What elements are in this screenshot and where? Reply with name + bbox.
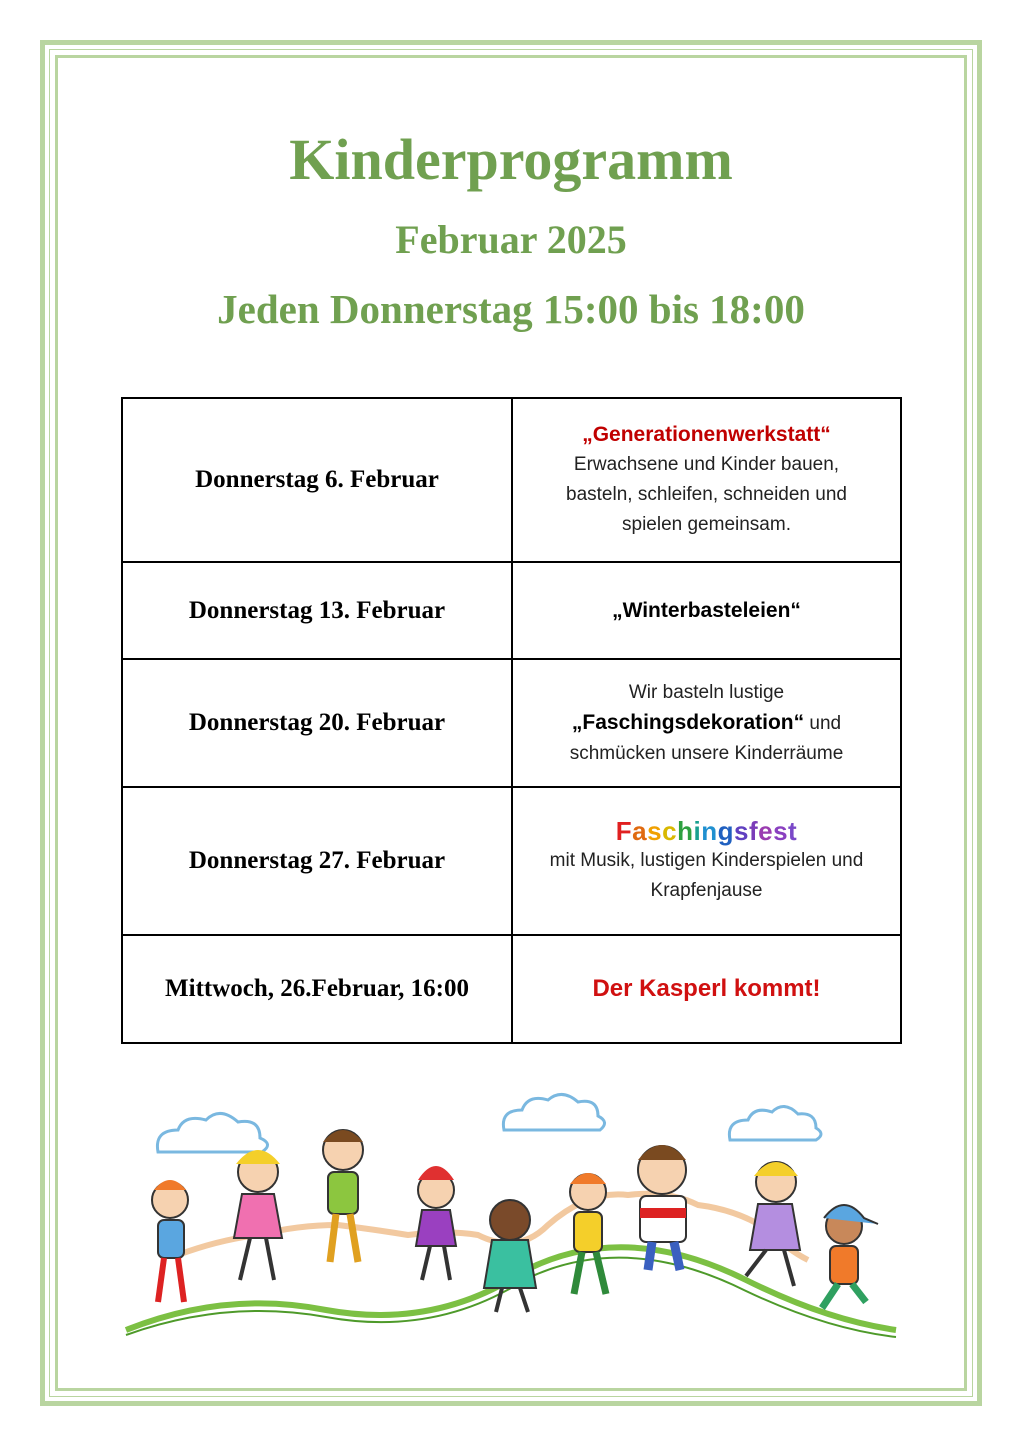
rainbow-letter: n bbox=[701, 816, 718, 846]
cloud-icon bbox=[729, 1106, 821, 1140]
rainbow-letter: s bbox=[647, 816, 663, 846]
cloud-icon bbox=[157, 1113, 267, 1152]
rainbow-letter: s bbox=[773, 816, 789, 846]
rainbow-letter: h bbox=[677, 816, 694, 846]
schedule-subtitle: Jeden Donnerstag 15:00 bis 18:00 bbox=[217, 286, 805, 332]
program-table bbox=[121, 397, 902, 1044]
rainbow-letter: a bbox=[632, 816, 648, 846]
event-highlight: „Faschingsdekoration“ bbox=[571, 710, 805, 734]
event-line: Wir basteln lustige bbox=[628, 681, 785, 703]
child-figure bbox=[416, 1166, 456, 1280]
event-text: und bbox=[804, 712, 842, 734]
rainbow-letter: F bbox=[615, 816, 633, 846]
rainbow-letter: t bbox=[788, 816, 798, 846]
child-figure bbox=[822, 1205, 878, 1308]
table-row bbox=[122, 659, 901, 787]
event-title-rainbow bbox=[521, 816, 892, 846]
rainbow-letter: f bbox=[748, 816, 759, 846]
rainbow-letter: c bbox=[662, 816, 678, 846]
rainbow-letter: e bbox=[758, 816, 774, 846]
date-cell: Donnerstag 6. Februar bbox=[122, 398, 512, 562]
rainbow-letter: i bbox=[693, 816, 702, 846]
cloud-icon bbox=[503, 1094, 604, 1130]
date-cell: Donnerstag 27. Februar bbox=[122, 787, 512, 935]
table-row bbox=[122, 562, 901, 659]
rainbow-letter: s bbox=[733, 816, 749, 846]
event-line: schmücken unsere Kinderräume bbox=[569, 742, 844, 764]
event-line: basteln, schleifen, schneiden und bbox=[566, 484, 847, 505]
child-figure bbox=[234, 1150, 282, 1280]
description-cell bbox=[512, 659, 901, 787]
date-cell: Donnerstag 20. Februar bbox=[122, 659, 512, 787]
event-title: Der Kasperl kommt! bbox=[592, 975, 821, 1002]
event-line: spielen gemeinsam. bbox=[622, 514, 791, 535]
page-title: Kinderprogramm bbox=[289, 127, 733, 192]
event-title: „Generationenwerkstatt“ bbox=[582, 423, 831, 446]
month-subtitle: Februar 2025 bbox=[395, 217, 627, 262]
table-row bbox=[122, 398, 901, 562]
child-figure bbox=[152, 1180, 188, 1302]
rainbow-letter: g bbox=[717, 816, 734, 846]
event-line: Erwachsene und Kinder bauen, bbox=[573, 454, 840, 475]
child-figure bbox=[484, 1200, 536, 1312]
date-cell: Donnerstag 13. Februar bbox=[122, 562, 512, 659]
child-figure bbox=[323, 1130, 363, 1262]
child-figure bbox=[570, 1173, 606, 1294]
event-line: mit Musik, lustigen Kinderspielen und bbox=[549, 850, 864, 871]
date-cell: Mittwoch, 26.Februar, 16:00 bbox=[122, 935, 512, 1043]
event-title: „Winterbasteleien“ bbox=[612, 598, 801, 622]
children-holding-hands-illustration bbox=[118, 1080, 908, 1342]
table-row bbox=[122, 935, 901, 1043]
description-cell bbox=[512, 787, 901, 935]
event-line: Krapfenjause bbox=[650, 880, 763, 901]
description-cell bbox=[512, 935, 901, 1043]
child-figure bbox=[746, 1162, 800, 1286]
description-cell bbox=[512, 562, 901, 659]
description-cell bbox=[512, 398, 901, 562]
table-row bbox=[122, 787, 901, 935]
event-line bbox=[521, 708, 892, 739]
